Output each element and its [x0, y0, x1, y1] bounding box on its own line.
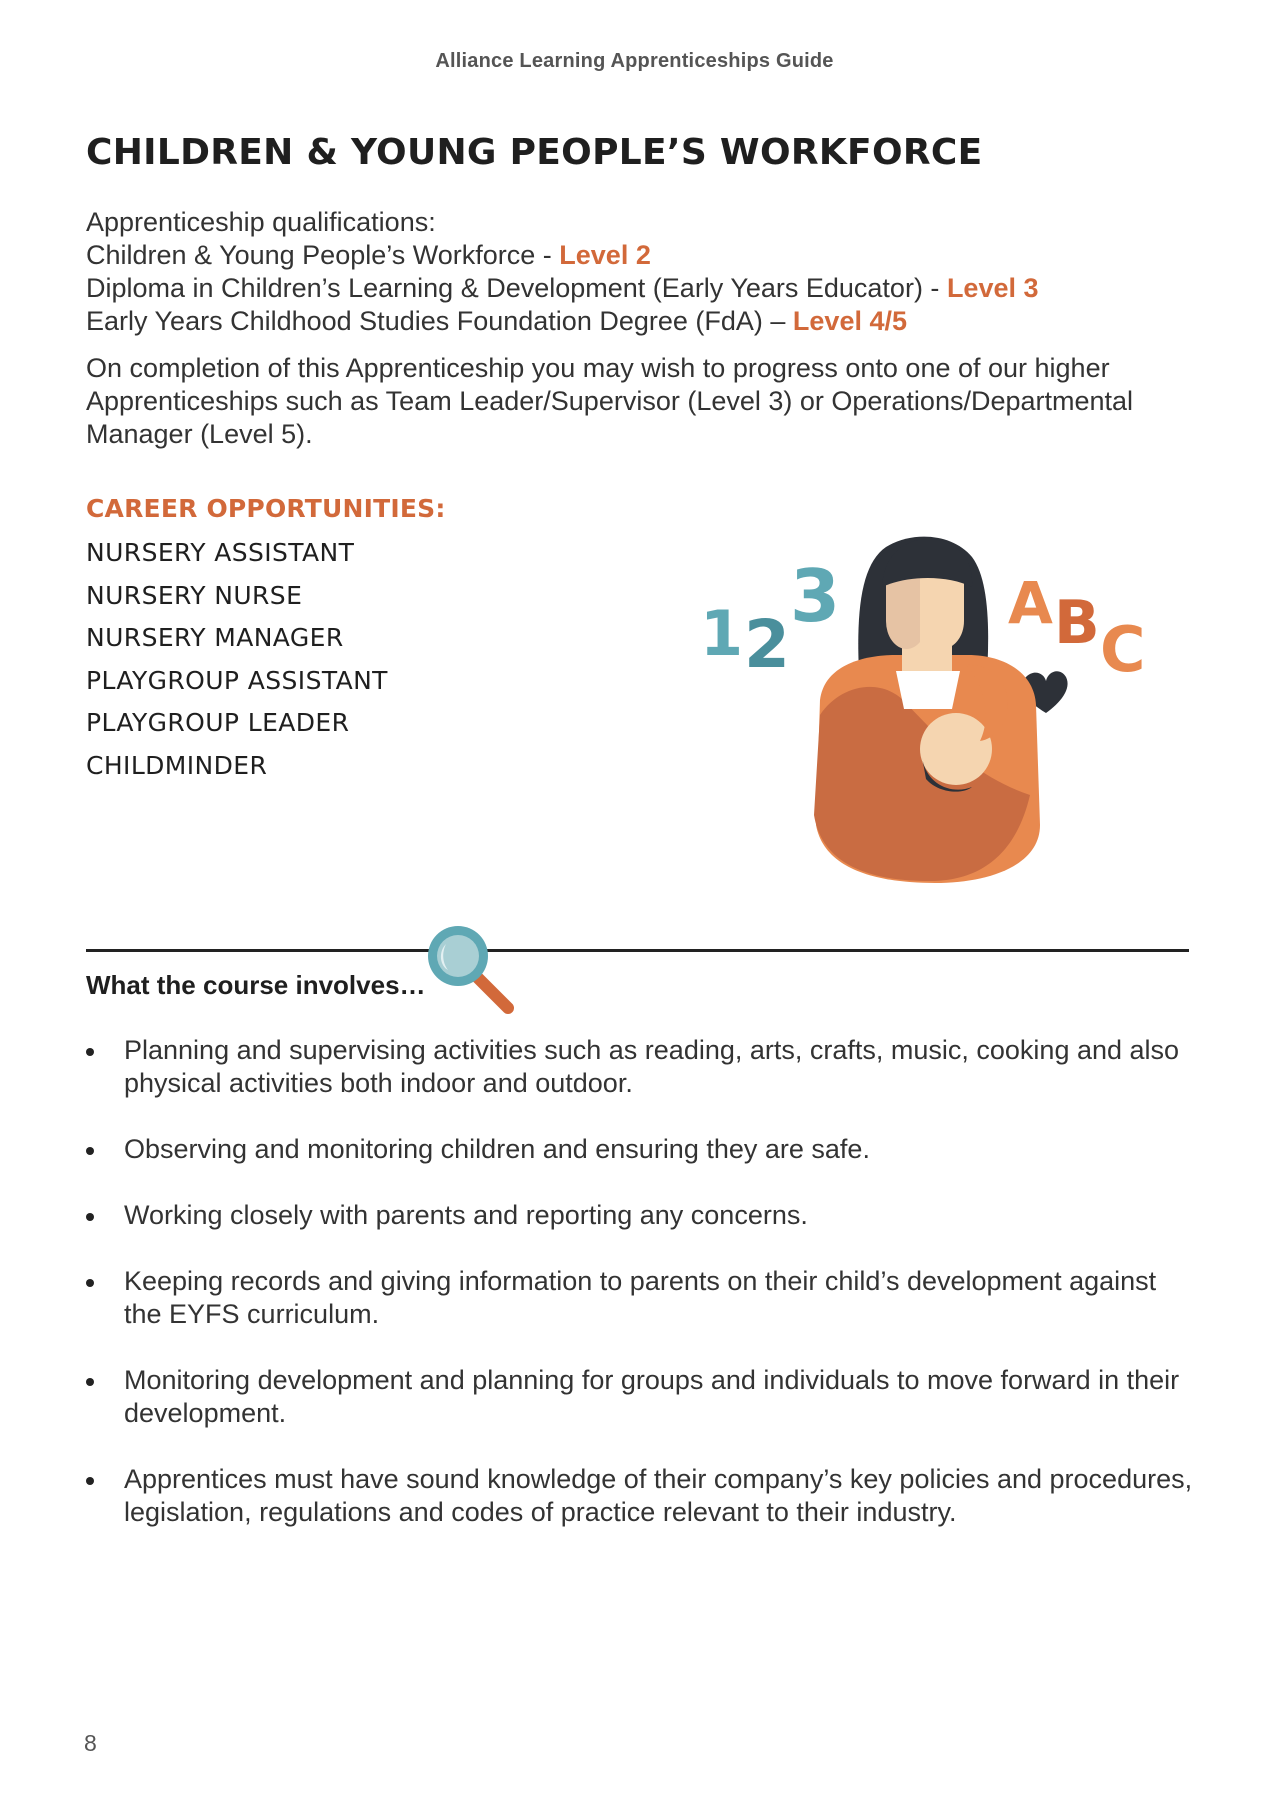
qualification-level: Level 3 [946, 273, 1039, 303]
qualification-line [86, 239, 1186, 272]
career-item: NURSERY MANAGER [86, 623, 344, 652]
course-bullet [86, 1265, 1196, 1331]
course-bullet [86, 1034, 1196, 1100]
bullet-text: Monitoring development and planning for groups and individuals to move forward in their development. [124, 1365, 1180, 1428]
bullet-text: Planning and supervising activities such as reading, arts, crafts, music, cooking and also physical activities both indoor and outdoor. [124, 1035, 1180, 1098]
illustration-number-1: 1 [700, 597, 744, 670]
career-item: CHILDMINDER [86, 750, 268, 780]
bullet-dot-icon [86, 1279, 94, 1287]
bullet-text: Apprentices must have sound knowledge of their company’s key policies and procedures, legislation, regulations and codes of practice relevant to their industry. [124, 1464, 1193, 1527]
illustration-letter-a: A [1008, 569, 1053, 637]
magnifier-icon [420, 918, 520, 1018]
bullet-dot-icon [86, 1048, 94, 1056]
career-list [86, 532, 388, 787]
page-title: CHILDREN & YOUNG PEOPLE’S WORKFORCE [86, 132, 983, 173]
illustration-letter-b: B [1054, 588, 1100, 658]
course-heading: What the course involves… [86, 970, 426, 1000]
bullet-dot-icon [86, 1378, 94, 1386]
bullet-text: Working closely with parents and reporting any concerns. [124, 1200, 808, 1230]
bullet-dot-icon [86, 1477, 94, 1485]
running-head: Alliance Learning Apprenticeships Guide [435, 50, 834, 72]
career-heading: CAREER OPPORTUNITIES: [86, 494, 446, 523]
progression-paragraph: On completion of this Apprenticeship you may wish to progress onto one of our higher Apprenticeships such as Team Leader/Supervisor (Level 3) or Operations/Departmental Manager (Level 5). [86, 353, 1134, 449]
qualification-name: Early Years Childhood Studies Foundation Degree (FdA) – [86, 306, 793, 336]
qualification-line [86, 305, 1186, 338]
qualification-line [86, 272, 1186, 305]
baby-head [920, 713, 992, 785]
career-item: PLAYGROUP LEADER [86, 708, 350, 737]
mother-top-inner [896, 671, 960, 709]
qualification-level: Level 2 [559, 240, 651, 270]
qualification-name: Children & Young People’s Workforce - [86, 240, 560, 270]
course-bullet [86, 1364, 1196, 1430]
qualification-name: Diploma in Children’s Learning & Development (Early Years Educator) - [86, 273, 947, 303]
illustration-number-3: 3 [790, 554, 841, 638]
career-item: NURSERY ASSISTANT [86, 538, 355, 567]
illustration-letter-c: C [1100, 613, 1146, 686]
section-divider [86, 949, 1189, 952]
qualifications-intro: Apprenticeship qualifications: [86, 207, 436, 237]
career-item: NURSERY NURSE [86, 580, 303, 610]
bullet-text: Observing and monitoring children and ensuring they are safe. [124, 1134, 870, 1164]
mother-baby-illustration [690, 495, 1170, 895]
illustration-number-2: 2 [744, 606, 790, 683]
bullet-dot-icon [86, 1147, 94, 1155]
bullet-dot-icon [86, 1213, 94, 1221]
bullet-text: Keeping records and giving information to parents on their child’s development against the EYFS curriculum. [124, 1266, 1157, 1329]
career-item: PLAYGROUP ASSISTANT [86, 665, 388, 695]
course-bullet [86, 1463, 1196, 1529]
qualification-level: Level 4/5 [792, 306, 907, 336]
qualifications-block [86, 206, 1186, 338]
course-bullet [86, 1199, 1196, 1232]
page-number: 8 [84, 1730, 97, 1756]
course-bullet [86, 1133, 1196, 1166]
course-bullet-list [86, 1034, 1196, 1562]
